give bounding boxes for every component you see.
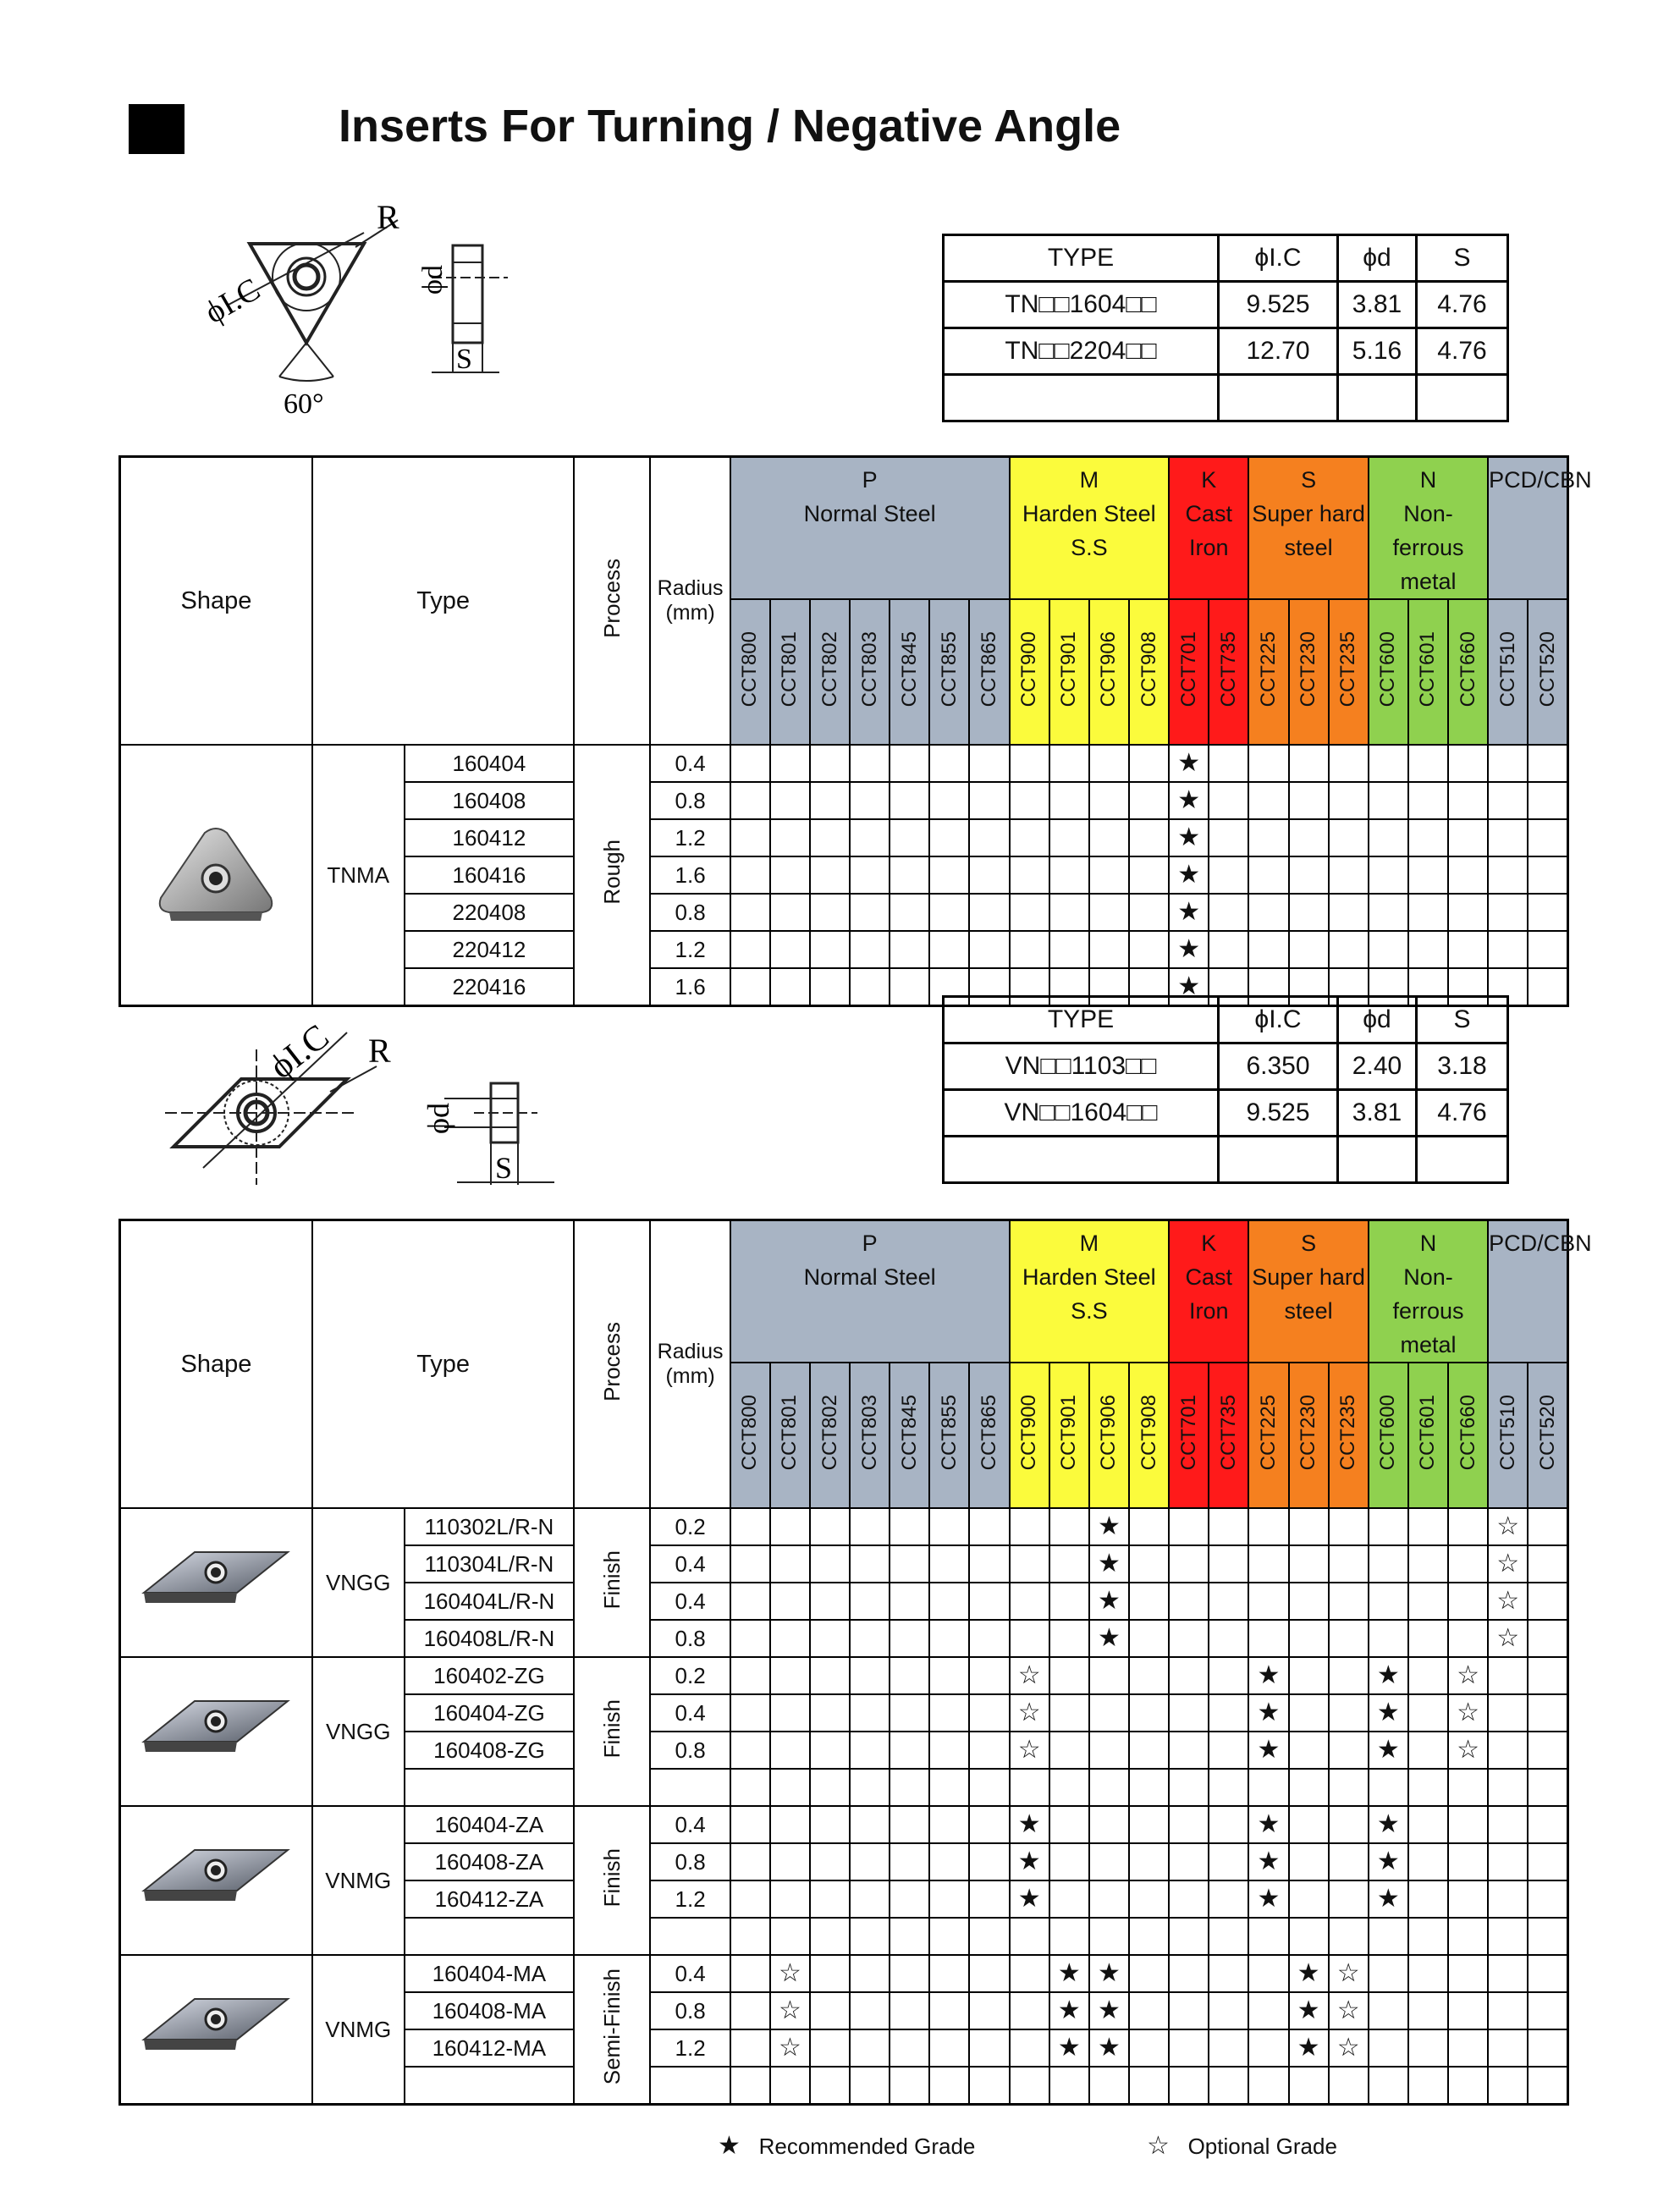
recommended-star-icon: ★ [1169, 782, 1209, 819]
grade-header-cct510: CCT510 [1488, 599, 1528, 745]
shape-cell [120, 1508, 312, 1657]
insert-code: 160408 [405, 782, 575, 819]
radius-cell [650, 1918, 730, 1955]
grade-header-cct800: CCT800 [730, 1363, 770, 1508]
radius-cell: 1.6 [650, 968, 730, 1006]
insert-code: 110302L/R-N [405, 1508, 575, 1545]
material-group-0: P Normal Steel [730, 457, 1010, 600]
rhombic-insert-icon [135, 1533, 296, 1627]
insert-code: 220408 [405, 894, 575, 931]
insert-code: 110304L/R-N [405, 1545, 575, 1583]
insert-code: 160408L/R-N [405, 1620, 575, 1657]
grade-header-cct908: CCT908 [1129, 1363, 1169, 1508]
grade-header-cct901: CCT901 [1049, 1363, 1089, 1508]
grade-header-cct845: CCT845 [890, 1363, 929, 1508]
optional-star-icon: ☆ [1488, 1620, 1528, 1657]
rhombic-insert-icon [135, 1980, 296, 2073]
grade-header-cct600: CCT600 [1369, 599, 1408, 745]
grade-header-cct865: CCT865 [969, 1363, 1009, 1508]
grade-table-1 [118, 455, 1592, 1007]
radius-cell: 1.2 [650, 931, 730, 968]
grade-header-cct235: CCT235 [1329, 599, 1369, 745]
rhombic-insert-icon [135, 1831, 296, 1924]
optional-star-icon: ☆ [1488, 1583, 1528, 1620]
grade-header-cct235: CCT235 [1329, 1363, 1369, 1508]
grade-header-cct520: CCT520 [1528, 1363, 1567, 1508]
process-cell: Finish [574, 1806, 650, 1955]
grade-table-2 [118, 1219, 1592, 2106]
optional-star-icon: ☆ [1329, 1992, 1369, 2029]
recommended-star-icon: ★ [1010, 1843, 1049, 1880]
type-header: Type [312, 457, 574, 746]
material-group-4: N Non- ferrous metal [1369, 1220, 1488, 1363]
recommended-star-icon: ★ [1049, 1992, 1089, 2029]
spec-table-2: TYPE ϕI.C ϕd S VN□□1103□□ 6.350 2.40 3.18 VN□□1604□□ 9.525 3.81 4.76 [942, 995, 1509, 1184]
grade-header-cct701: CCT701 [1169, 1363, 1209, 1508]
recommended-star-icon: ★ [1089, 2029, 1129, 2067]
type-cell: VNMG [312, 1955, 405, 2105]
optional-star-icon: ☆ [1010, 1657, 1049, 1694]
material-group-2: K Cast Iron [1169, 1220, 1248, 1363]
grade-header-cct802: CCT802 [810, 1363, 850, 1508]
recommended-star-icon: ★ [1248, 1657, 1288, 1694]
insert-code: 160408-MA [405, 1992, 575, 2029]
optional-star-icon: ☆ [1448, 1694, 1488, 1732]
triangle-insert-diagram [195, 195, 533, 423]
radius-cell: 0.8 [650, 894, 730, 931]
radius-cell: 0.2 [650, 1657, 730, 1694]
type-header: Type [312, 1220, 574, 1509]
shape-header: Shape [120, 457, 312, 746]
recommended-star-icon: ★ [1169, 819, 1209, 856]
insert-code: 160412-ZA [405, 1880, 575, 1918]
legend-recommended: ★ Recommended Grade [718, 2132, 976, 2160]
grade-header-cct520: CCT520 [1528, 599, 1567, 745]
grade-header-cct803: CCT803 [850, 599, 890, 745]
table-row [120, 1508, 1568, 1545]
process-header: Process [574, 457, 650, 746]
radius-cell: 1.2 [650, 1880, 730, 1918]
rhombic-insert-icon [135, 1682, 296, 1776]
recommended-star-icon: ★ [1169, 931, 1209, 968]
recommended-star-icon: ★ [1369, 1806, 1408, 1843]
grade-header-cct801: CCT801 [770, 599, 810, 745]
optional-star-icon: ☆ [770, 1992, 810, 2029]
insert-code [405, 1918, 575, 1955]
optional-star-icon: ☆ [1448, 1732, 1488, 1769]
grade-header-cct802: CCT802 [810, 599, 850, 745]
radius-cell: 0.4 [650, 1955, 730, 1992]
radius-cell: 0.8 [650, 1620, 730, 1657]
recommended-star-icon: ★ [1369, 1732, 1408, 1769]
recommended-star-icon: ★ [1010, 1880, 1049, 1918]
optional-star-icon: ☆ [1448, 1657, 1488, 1694]
recommended-star-icon: ★ [1169, 968, 1209, 1006]
grade-header-cct230: CCT230 [1289, 1363, 1329, 1508]
radius-cell: 1.2 [650, 2029, 730, 2067]
grade-header-cct801: CCT801 [770, 1363, 810, 1508]
radius-cell: 1.2 [650, 819, 730, 856]
optional-star-icon: ☆ [1329, 1955, 1369, 1992]
grade-header-cct803: CCT803 [850, 1363, 890, 1508]
grade-header-cct735: CCT735 [1209, 599, 1248, 745]
ic-label-2: ϕI.C [262, 1017, 337, 1087]
radius-cell [650, 2067, 730, 2105]
recommended-star-icon: ★ [1089, 1992, 1129, 2029]
grade-header-cct660: CCT660 [1448, 599, 1488, 745]
radius-cell: 0.4 [650, 745, 730, 782]
recommended-star-icon: ★ [1049, 2029, 1089, 2067]
grade-header-cct906: CCT906 [1089, 599, 1129, 745]
recommended-star-icon: ★ [1010, 1806, 1049, 1843]
recommended-star-icon: ★ [1289, 2029, 1329, 2067]
insert-code: 160412-MA [405, 2029, 575, 2067]
process-cell: Rough [574, 745, 650, 1006]
insert-code: 160402-ZG [405, 1657, 575, 1694]
grade-header-cct601: CCT601 [1408, 599, 1448, 745]
radius-cell: 0.8 [650, 1732, 730, 1769]
filled-star-icon: ★ [718, 2132, 741, 2160]
grade-header-cct900: CCT900 [1010, 1363, 1049, 1508]
material-group-4: N Non- ferrous metal [1369, 457, 1488, 600]
table-row [120, 1657, 1568, 1694]
insert-code: 160408-ZA [405, 1843, 575, 1880]
radius-cell [650, 1769, 730, 1806]
table-row [120, 745, 1568, 782]
shape-cell [120, 1955, 312, 2105]
radius-cell: 0.4 [650, 1545, 730, 1583]
recommended-star-icon: ★ [1169, 856, 1209, 894]
grade-header-cct906: CCT906 [1089, 1363, 1129, 1508]
grade-header-cct855: CCT855 [929, 1363, 969, 1508]
d-label: ϕd [417, 265, 449, 295]
grade-header-cct800: CCT800 [730, 599, 770, 745]
shape-cell [120, 745, 312, 1006]
recommended-star-icon: ★ [1248, 1806, 1288, 1843]
material-group-1: M Harden Steel S.S [1010, 1220, 1170, 1363]
recommended-star-icon: ★ [1289, 1992, 1329, 2029]
recommended-star-icon: ★ [1089, 1620, 1129, 1657]
recommended-star-icon: ★ [1248, 1694, 1288, 1732]
grade-header-cct225: CCT225 [1248, 1363, 1288, 1508]
insert-code: 160404-ZG [405, 1694, 575, 1732]
radius-cell: 0.4 [650, 1583, 730, 1620]
triangle-insert-icon [144, 818, 288, 928]
outline-star-icon: ☆ [1147, 2132, 1170, 2160]
r-label-2: R [368, 1032, 391, 1070]
recommended-star-icon: ★ [1089, 1545, 1129, 1583]
process-header: Process [574, 1220, 650, 1509]
s-label: S [456, 344, 472, 375]
grade-header-cct855: CCT855 [929, 599, 969, 745]
radius-cell: 0.4 [650, 1806, 730, 1843]
radius-cell: 0.2 [650, 1508, 730, 1545]
grade-header-cct701: CCT701 [1169, 599, 1209, 745]
optional-star-icon: ☆ [770, 1955, 810, 1992]
insert-code: 160404-ZA [405, 1806, 575, 1843]
grade-header-cct601: CCT601 [1408, 1363, 1448, 1508]
insert-code: 160408-ZG [405, 1732, 575, 1769]
grade-header-cct600: CCT600 [1369, 1363, 1408, 1508]
optional-star-icon: ☆ [770, 2029, 810, 2067]
recommended-star-icon: ★ [1089, 1955, 1129, 1992]
insert-code: 220412 [405, 931, 575, 968]
recommended-star-icon: ★ [1049, 1955, 1089, 1992]
material-group-2: K Cast Iron [1169, 457, 1248, 600]
recommended-star-icon: ★ [1169, 745, 1209, 782]
grade-header-cct865: CCT865 [969, 599, 1009, 745]
s-label-2: S [495, 1151, 513, 1185]
insert-code [405, 1769, 575, 1806]
table-row [120, 1955, 1568, 1992]
grade-header-cct510: CCT510 [1488, 1363, 1528, 1508]
shape-header: Shape [120, 1220, 312, 1509]
recommended-star-icon: ★ [1169, 894, 1209, 931]
r-label: R [377, 198, 399, 236]
table-row [120, 1806, 1568, 1843]
grade-header-cct900: CCT900 [1010, 599, 1049, 745]
insert-code: 160416 [405, 856, 575, 894]
process-cell: Finish [574, 1657, 650, 1806]
insert-code: 160404-MA [405, 1955, 575, 1992]
optional-star-icon: ☆ [1010, 1694, 1049, 1732]
insert-code: 160404 [405, 745, 575, 782]
process-cell: Semi-Finish [574, 1955, 650, 2105]
radius-cell: 0.8 [650, 1992, 730, 2029]
recommended-star-icon: ★ [1248, 1732, 1288, 1769]
radius-cell: 0.4 [650, 1694, 730, 1732]
ic-label: ϕI.C [199, 271, 267, 331]
material-group-5: PCD/CBN [1488, 457, 1567, 600]
insert-code: 160404L/R-N [405, 1583, 575, 1620]
radius-cell: 0.8 [650, 1843, 730, 1880]
material-group-3: S Super hard steel [1248, 457, 1368, 600]
recommended-star-icon: ★ [1248, 1880, 1288, 1918]
recommended-star-icon: ★ [1369, 1657, 1408, 1694]
grade-header-cct735: CCT735 [1209, 1363, 1248, 1508]
radius-cell: 0.8 [650, 782, 730, 819]
recommended-star-icon: ★ [1369, 1843, 1408, 1880]
type-cell: TNMA [312, 745, 405, 1006]
radius-cell: 1.6 [650, 856, 730, 894]
rhombic-insert-diagram [152, 999, 576, 1202]
grade-header-cct660: CCT660 [1448, 1363, 1488, 1508]
recommended-star-icon: ★ [1248, 1843, 1288, 1880]
grade-header-cct908: CCT908 [1129, 599, 1169, 745]
angle-label: 60° [284, 388, 324, 420]
insert-code: 160412 [405, 819, 575, 856]
insert-code: 220416 [405, 968, 575, 1006]
recommended-star-icon: ★ [1089, 1583, 1129, 1620]
shape-cell [120, 1657, 312, 1806]
optional-star-icon: ☆ [1010, 1732, 1049, 1769]
type-cell: VNMG [312, 1806, 405, 1955]
optional-star-icon: ☆ [1488, 1508, 1528, 1545]
recommended-star-icon: ★ [1089, 1508, 1129, 1545]
legend-optional: ☆ Optional Grade [1147, 2132, 1337, 2160]
page-title: Inserts For Turning / Negative Angle [339, 101, 1121, 151]
grade-header-cct225: CCT225 [1248, 599, 1288, 745]
spec-table-1: TYPE ϕI.C ϕd S TN□□1604□□ 9.525 3.81 4.76 TN□□2204□□ 12.70 5.16 4.76 [942, 234, 1509, 422]
type-cell: VNGG [312, 1508, 405, 1657]
title-marker [129, 104, 185, 154]
material-group-0: P Normal Steel [730, 1220, 1010, 1363]
grade-header-cct230: CCT230 [1289, 599, 1329, 745]
insert-code [405, 2067, 575, 2105]
material-group-3: S Super hard steel [1248, 1220, 1368, 1363]
material-group-5: PCD/CBN [1488, 1220, 1567, 1363]
process-cell: Finish [574, 1508, 650, 1657]
optional-star-icon: ☆ [1329, 2029, 1369, 2067]
recommended-star-icon: ★ [1289, 1955, 1329, 1992]
radius-header: Radius (mm) [650, 1220, 730, 1509]
type-cell: VNGG [312, 1657, 405, 1806]
grade-header-cct901: CCT901 [1049, 599, 1089, 745]
recommended-star-icon: ★ [1369, 1694, 1408, 1732]
optional-star-icon: ☆ [1488, 1545, 1528, 1583]
shape-cell [120, 1806, 312, 1955]
d-label-2: ϕd [421, 1103, 455, 1134]
radius-header: Radius (mm) [650, 457, 730, 746]
grade-header-cct845: CCT845 [890, 599, 929, 745]
recommended-star-icon: ★ [1369, 1880, 1408, 1918]
material-group-1: M Harden Steel S.S [1010, 457, 1170, 600]
